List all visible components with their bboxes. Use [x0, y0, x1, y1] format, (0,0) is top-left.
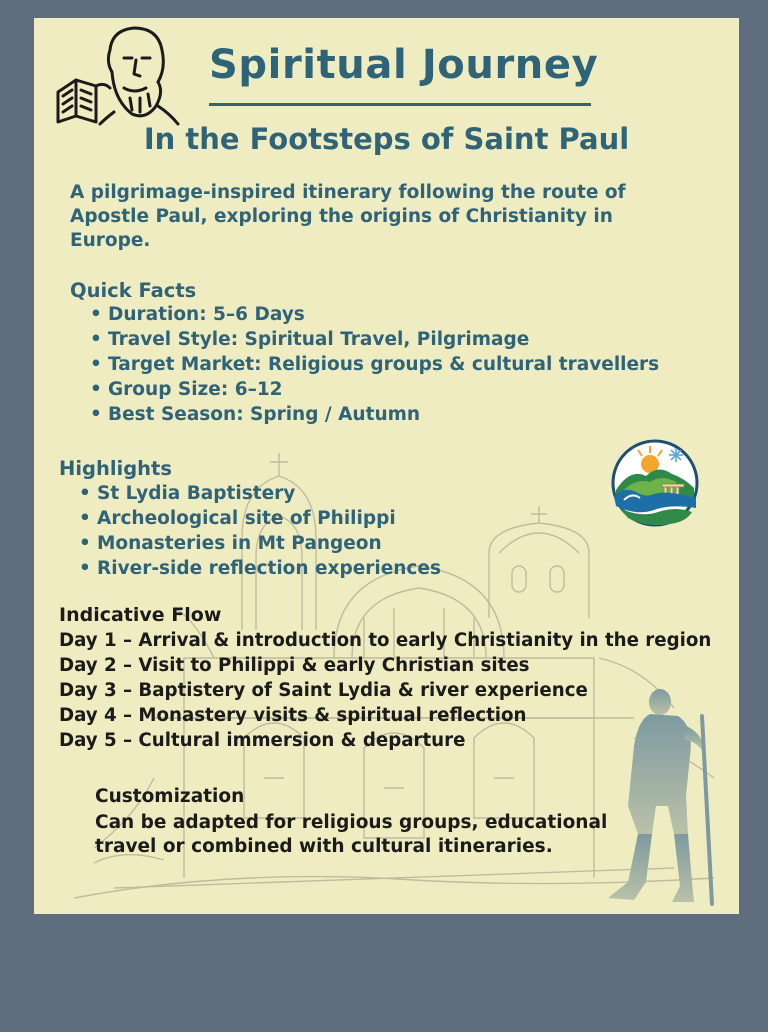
itinerary-card: [34, 18, 739, 914]
flow-day-item: Day 5 – Cultural immersion & departure: [59, 730, 466, 751]
list-item: • Group Size: 6–12: [90, 377, 659, 402]
flow-day-item: Day 2 – Visit to Philippi & early Christian sites: [59, 655, 530, 676]
list-item: • River-side reflection experiences: [79, 556, 441, 581]
saint-paul-portrait-icon: [54, 22, 180, 126]
title-underline: [209, 103, 591, 106]
highlights-title: Highlights: [59, 457, 172, 480]
list-item: • Travel Style: Spiritual Travel, Pilgrimage: [90, 327, 659, 352]
walking-pilgrim-silhouette: [594, 686, 724, 908]
indicative-flow-title: Indicative Flow: [59, 604, 222, 626]
list-item: • Target Market: Religious groups & cultural travellers: [90, 352, 659, 377]
list-item: • St Lydia Baptistery: [79, 481, 441, 506]
list-item: • Archeological site of Philippi: [79, 506, 441, 531]
list-item: • Duration: 5–6 Days: [90, 302, 659, 327]
flow-day-item: Day 3 – Baptistery of Saint Lydia & river experience: [59, 680, 588, 701]
quick-facts-list: [90, 302, 659, 427]
page-title: Spiritual Journey: [209, 42, 599, 88]
page-subtitle: In the Footsteps of Saint Paul: [143, 122, 630, 156]
quick-facts-title: Quick Facts: [70, 279, 197, 302]
flow-day-item: Day 4 – Monastery visits & spiritual reflection: [59, 705, 527, 726]
intro-text: A pilgrimage-inspired itinerary following the route of Apostle Paul, exploring the origins of Christianity in Europe.: [70, 182, 626, 251]
list-item: • Monasteries in Mt Pangeon: [79, 531, 441, 556]
list-item: • Best Season: Spring / Autumn: [90, 402, 659, 427]
customization-text: Can be adapted for religious groups, educational travel or combined with cultural itineraries.: [95, 812, 608, 857]
highlights-list: [79, 481, 441, 581]
customization-title: Customization: [95, 786, 245, 807]
flow-day-item: Day 1 – Arrival & introduction to early Christianity in the region: [59, 630, 712, 651]
sun-mountain-wave-logo: [610, 438, 700, 528]
